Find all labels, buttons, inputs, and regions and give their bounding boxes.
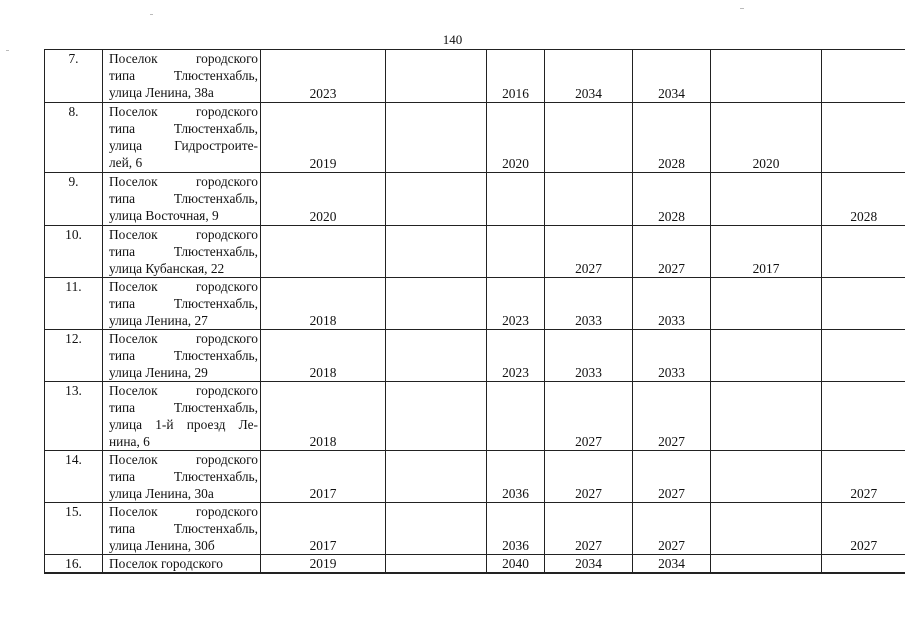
year-cell-c2 [386,330,487,382]
page-number: 140 [442,32,463,47]
year-cell-c6 [711,330,822,382]
year-cell-c1: 2018 [261,330,386,382]
table-row [45,278,905,330]
table-row [45,451,905,503]
row-number: 11. [45,278,103,330]
address-line: Поселок городского [109,279,258,294]
row-number: 12. [45,330,103,382]
year-cell-c6: 2020 [711,103,822,173]
year-cell-c4 [545,103,633,173]
year-cell-c3 [487,226,545,278]
data-table [44,49,905,574]
year-cell-c6 [711,503,822,555]
table-row [45,173,905,226]
scan-artifact [6,50,9,51]
year-cell-c3: 2040 [487,555,545,574]
year-cell-c4 [545,173,633,226]
address-line: улица Восточная, 9 [109,208,219,223]
row-number: 10. [45,226,103,278]
table-row [45,330,905,382]
year-cell-c7 [822,103,905,173]
year-cell-c3: 2036 [487,503,545,555]
address-cell [103,173,261,226]
year-cell-c5: 2027 [633,226,711,278]
year-cell-c6 [711,382,822,451]
address-line: улица Ленина, 30а [109,486,214,501]
table-row [45,103,905,173]
address-line: Поселок городского [109,51,258,66]
address-line: типа Тлюстенхабль, [109,400,258,415]
year-cell-c7 [822,382,905,451]
table-row [45,555,905,574]
year-cell-c3: 2023 [487,278,545,330]
table-row [45,382,905,451]
year-cell-c1: 2018 [261,382,386,451]
year-cell-c2 [386,382,487,451]
year-cell-c2 [386,451,487,503]
row-number: 8. [45,103,103,173]
table-body [45,50,905,574]
year-cell-c1: 2019 [261,555,386,574]
address-cell [103,451,261,503]
table-row [45,503,905,555]
address-line: улица Ленина, 30б [109,538,215,553]
address-line: улица Ленина, 38а [109,85,214,100]
year-cell-c5: 2028 [633,103,711,173]
address-line: типа Тлюстенхабль, [109,244,258,259]
year-cell-c3 [487,382,545,451]
year-cell-c3: 2020 [487,103,545,173]
year-cell-c3: 2016 [487,50,545,103]
address-cell [103,555,261,574]
year-cell-c4: 2027 [545,451,633,503]
year-cell-c7: 2028 [822,173,905,226]
year-cell-c7 [822,278,905,330]
address-line: Поселок городского [109,556,223,571]
address-line: лей, 6 [109,155,143,170]
year-cell-c4: 2027 [545,226,633,278]
year-cell-c6 [711,451,822,503]
address-line: улица Ленина, 29 [109,365,208,380]
year-cell-c4: 2027 [545,382,633,451]
address-cell [103,50,261,103]
year-cell-c4: 2033 [545,278,633,330]
year-cell-c2 [386,555,487,574]
address-line: типа Тлюстенхабль, [109,469,258,484]
address-line: типа Тлюстенхабль, [109,521,258,536]
year-cell-c5: 2027 [633,451,711,503]
year-cell-c5: 2027 [633,503,711,555]
address-cell [103,103,261,173]
year-cell-c7: 2027 [822,503,905,555]
address-cell [103,278,261,330]
year-cell-c3 [487,173,545,226]
year-cell-c6 [711,173,822,226]
row-number: 7. [45,50,103,103]
year-cell-c2 [386,50,487,103]
address-line: типа Тлюстенхабль, [109,191,258,206]
address-line: типа Тлюстенхабль, [109,296,258,311]
year-cell-c2 [386,173,487,226]
year-cell-c2 [386,278,487,330]
address-line: улица Гидростроите- [109,138,258,153]
address-line: Поселок городского [109,383,258,398]
year-cell-c2 [386,503,487,555]
table-row [45,226,905,278]
address-cell [103,503,261,555]
year-cell-c7: 2027 [822,451,905,503]
address-line: улица Кубанская, 22 [109,261,225,276]
year-cell-c5: 2034 [633,555,711,574]
row-number: 16. [45,555,103,574]
address-line: типа Тлюстенхабль, [109,121,258,136]
year-cell-c1: 2017 [261,503,386,555]
address-cell [103,382,261,451]
address-line: Поселок городского [109,331,258,346]
year-cell-c3: 2036 [487,451,545,503]
year-cell-c6 [711,278,822,330]
address-line: улица 1-й проезд Ле- [109,417,258,432]
year-cell-c7 [822,330,905,382]
address-line: нина, 6 [109,434,150,449]
year-cell-c4: 2027 [545,503,633,555]
year-cell-c6: 2017 [711,226,822,278]
year-cell-c5: 2033 [633,330,711,382]
year-cell-c1: 2020 [261,173,386,226]
year-cell-c5: 2028 [633,173,711,226]
address-cell [103,330,261,382]
year-cell-c1: 2023 [261,50,386,103]
year-cell-c6 [711,555,822,574]
row-number: 15. [45,503,103,555]
year-cell-c6 [711,50,822,103]
address-line: Поселок городского [109,452,258,467]
address-line: улица Ленина, 27 [109,313,208,328]
year-cell-c4: 2034 [545,555,633,574]
year-cell-c5: 2033 [633,278,711,330]
table-row [45,50,905,103]
address-line: Поселок городского [109,174,258,189]
year-cell-c3: 2023 [487,330,545,382]
row-number: 14. [45,451,103,503]
scan-artifact [150,14,153,15]
year-cell-c7 [822,50,905,103]
address-line: Поселок городского [109,104,258,119]
year-cell-c5: 2027 [633,382,711,451]
year-cell-c2 [386,103,487,173]
year-cell-c1: 2017 [261,451,386,503]
year-cell-c1: 2018 [261,278,386,330]
year-cell-c7 [822,555,905,574]
year-cell-c4: 2033 [545,330,633,382]
address-line: типа Тлюстенхабль, [109,68,258,83]
row-number: 13. [45,382,103,451]
year-cell-c1 [261,226,386,278]
year-cell-c7 [822,226,905,278]
year-cell-c5: 2034 [633,50,711,103]
address-line: Поселок городского [109,504,258,519]
year-cell-c4: 2034 [545,50,633,103]
row-number: 9. [45,173,103,226]
address-line: типа Тлюстенхабль, [109,348,258,363]
address-cell [103,226,261,278]
scan-artifact [740,8,744,9]
year-cell-c1: 2019 [261,103,386,173]
address-line: Поселок городского [109,227,258,242]
year-cell-c2 [386,226,487,278]
